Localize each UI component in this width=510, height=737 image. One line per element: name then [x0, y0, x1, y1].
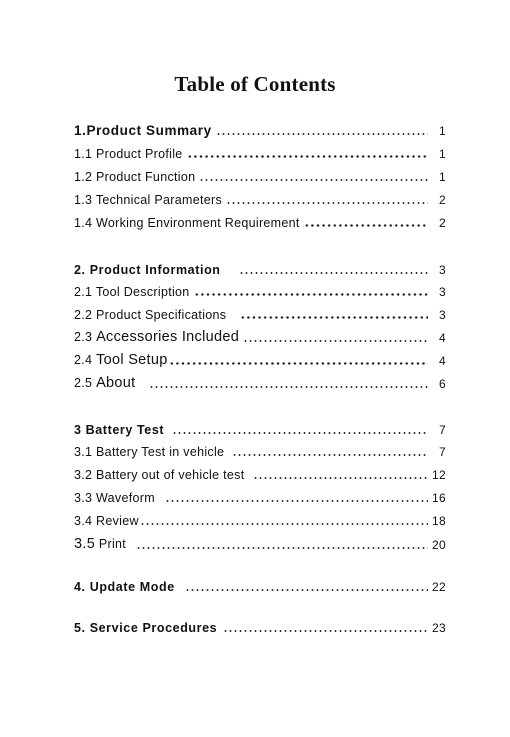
toc-entry-technical-parameters[interactable] [74, 189, 446, 207]
toc-entry-product-information[interactable] [74, 259, 446, 277]
toc-page-number: 16 [432, 491, 446, 505]
dot-leader [216, 133, 428, 135]
toc-page-number: 20 [432, 538, 446, 552]
dot-leader [232, 454, 428, 456]
toc-label: 1.2 Product Function [74, 170, 196, 184]
dot-leader [239, 272, 428, 274]
toc-label: 3.2 Battery out of vehicle test [74, 468, 245, 482]
toc-page-number: 2 [439, 193, 446, 207]
toc-page-number: 1 [439, 170, 446, 184]
dot-leader [149, 386, 428, 388]
toc-page-number: 3 [439, 308, 446, 322]
dot-leader [194, 293, 428, 296]
toc-entry-waveform[interactable] [74, 487, 446, 505]
toc-label: 1.1 Product Profile [74, 147, 183, 161]
toc-page-number: 12 [432, 468, 446, 482]
toc-label: 2.4 Tool Setup [74, 352, 168, 368]
dot-leader [223, 630, 428, 632]
dot-leader [243, 340, 428, 342]
toc-entry-working-environment[interactable] [74, 212, 446, 230]
toc-label: 3.1 Battery Test in vehicle [74, 445, 225, 459]
toc-entry-battery-out-of-vehicle[interactable] [74, 464, 446, 482]
toc-entry-product-function[interactable] [74, 166, 446, 184]
toc-entry-service-procedures[interactable] [74, 617, 446, 635]
toc-label: 3 Battery Test [74, 423, 165, 437]
toc-entry-product-profile[interactable] [74, 143, 446, 161]
toc-page-number: 18 [432, 514, 446, 528]
toc-page-number: 1 [439, 124, 446, 138]
dot-leader [169, 362, 428, 365]
toc-label: 2.1 Tool Description [74, 285, 190, 299]
toc-entry-tool-setup[interactable] [74, 350, 446, 368]
dot-leader [240, 316, 428, 319]
toc-label: 1.Product Summary [74, 123, 212, 138]
toc-label: 2.5 About [74, 375, 136, 391]
toc-entry-product-summary[interactable] [74, 120, 446, 138]
toc-label: 4. Update Mode [74, 580, 175, 594]
toc-page-number: 6 [439, 377, 446, 391]
toc-entry-battery-test[interactable] [74, 419, 446, 437]
dot-leader [165, 500, 428, 502]
toc-label: 3.4 Review [74, 514, 139, 528]
toc-page-number: 23 [432, 621, 446, 635]
dot-leader [199, 179, 428, 181]
toc-entry-accessories-included[interactable] [74, 327, 446, 345]
toc-entry-tool-description[interactable] [74, 281, 446, 299]
toc-entry-battery-test-in-vehicle[interactable] [74, 441, 446, 459]
dot-leader [140, 523, 428, 525]
toc-entry-about[interactable] [74, 373, 446, 391]
dot-leader [136, 547, 428, 549]
toc-label: 1.4 Working Environment Requirement [74, 216, 300, 230]
dot-leader [304, 224, 428, 227]
dot-leader [172, 432, 428, 434]
toc-label: 2.3 Accessories Included [74, 329, 240, 345]
toc-page-number: 4 [439, 331, 446, 345]
toc-entry-print[interactable] [74, 534, 446, 552]
toc-page-number: 1 [439, 147, 446, 161]
toc-page-number: 2 [439, 216, 446, 230]
dot-leader [253, 477, 429, 479]
toc-entry-update-mode[interactable] [74, 576, 446, 594]
toc-label: 2. Product Information [74, 263, 221, 277]
toc-label: 3.5 Print [74, 536, 127, 552]
dot-leader [226, 202, 428, 204]
toc-page-number: 22 [432, 580, 446, 594]
dot-leader [185, 589, 428, 591]
dot-leader [187, 155, 428, 158]
toc-page-number: 7 [439, 423, 446, 437]
toc-label: 1.3 Technical Parameters [74, 193, 223, 207]
toc-page-number: 3 [439, 285, 446, 299]
toc-page-number: 3 [439, 263, 446, 277]
toc-label: 2.2 Product Specifications [74, 308, 227, 322]
toc-entry-review[interactable] [74, 510, 446, 528]
toc-entry-product-specifications[interactable] [74, 304, 446, 322]
toc-page-number: 7 [439, 445, 446, 459]
page-title: Table of Contents [174, 72, 336, 96]
toc-label: 5. Service Procedures [74, 621, 218, 635]
toc-label: 3.3 Waveform [74, 491, 155, 505]
toc-page-number: 4 [439, 354, 446, 368]
